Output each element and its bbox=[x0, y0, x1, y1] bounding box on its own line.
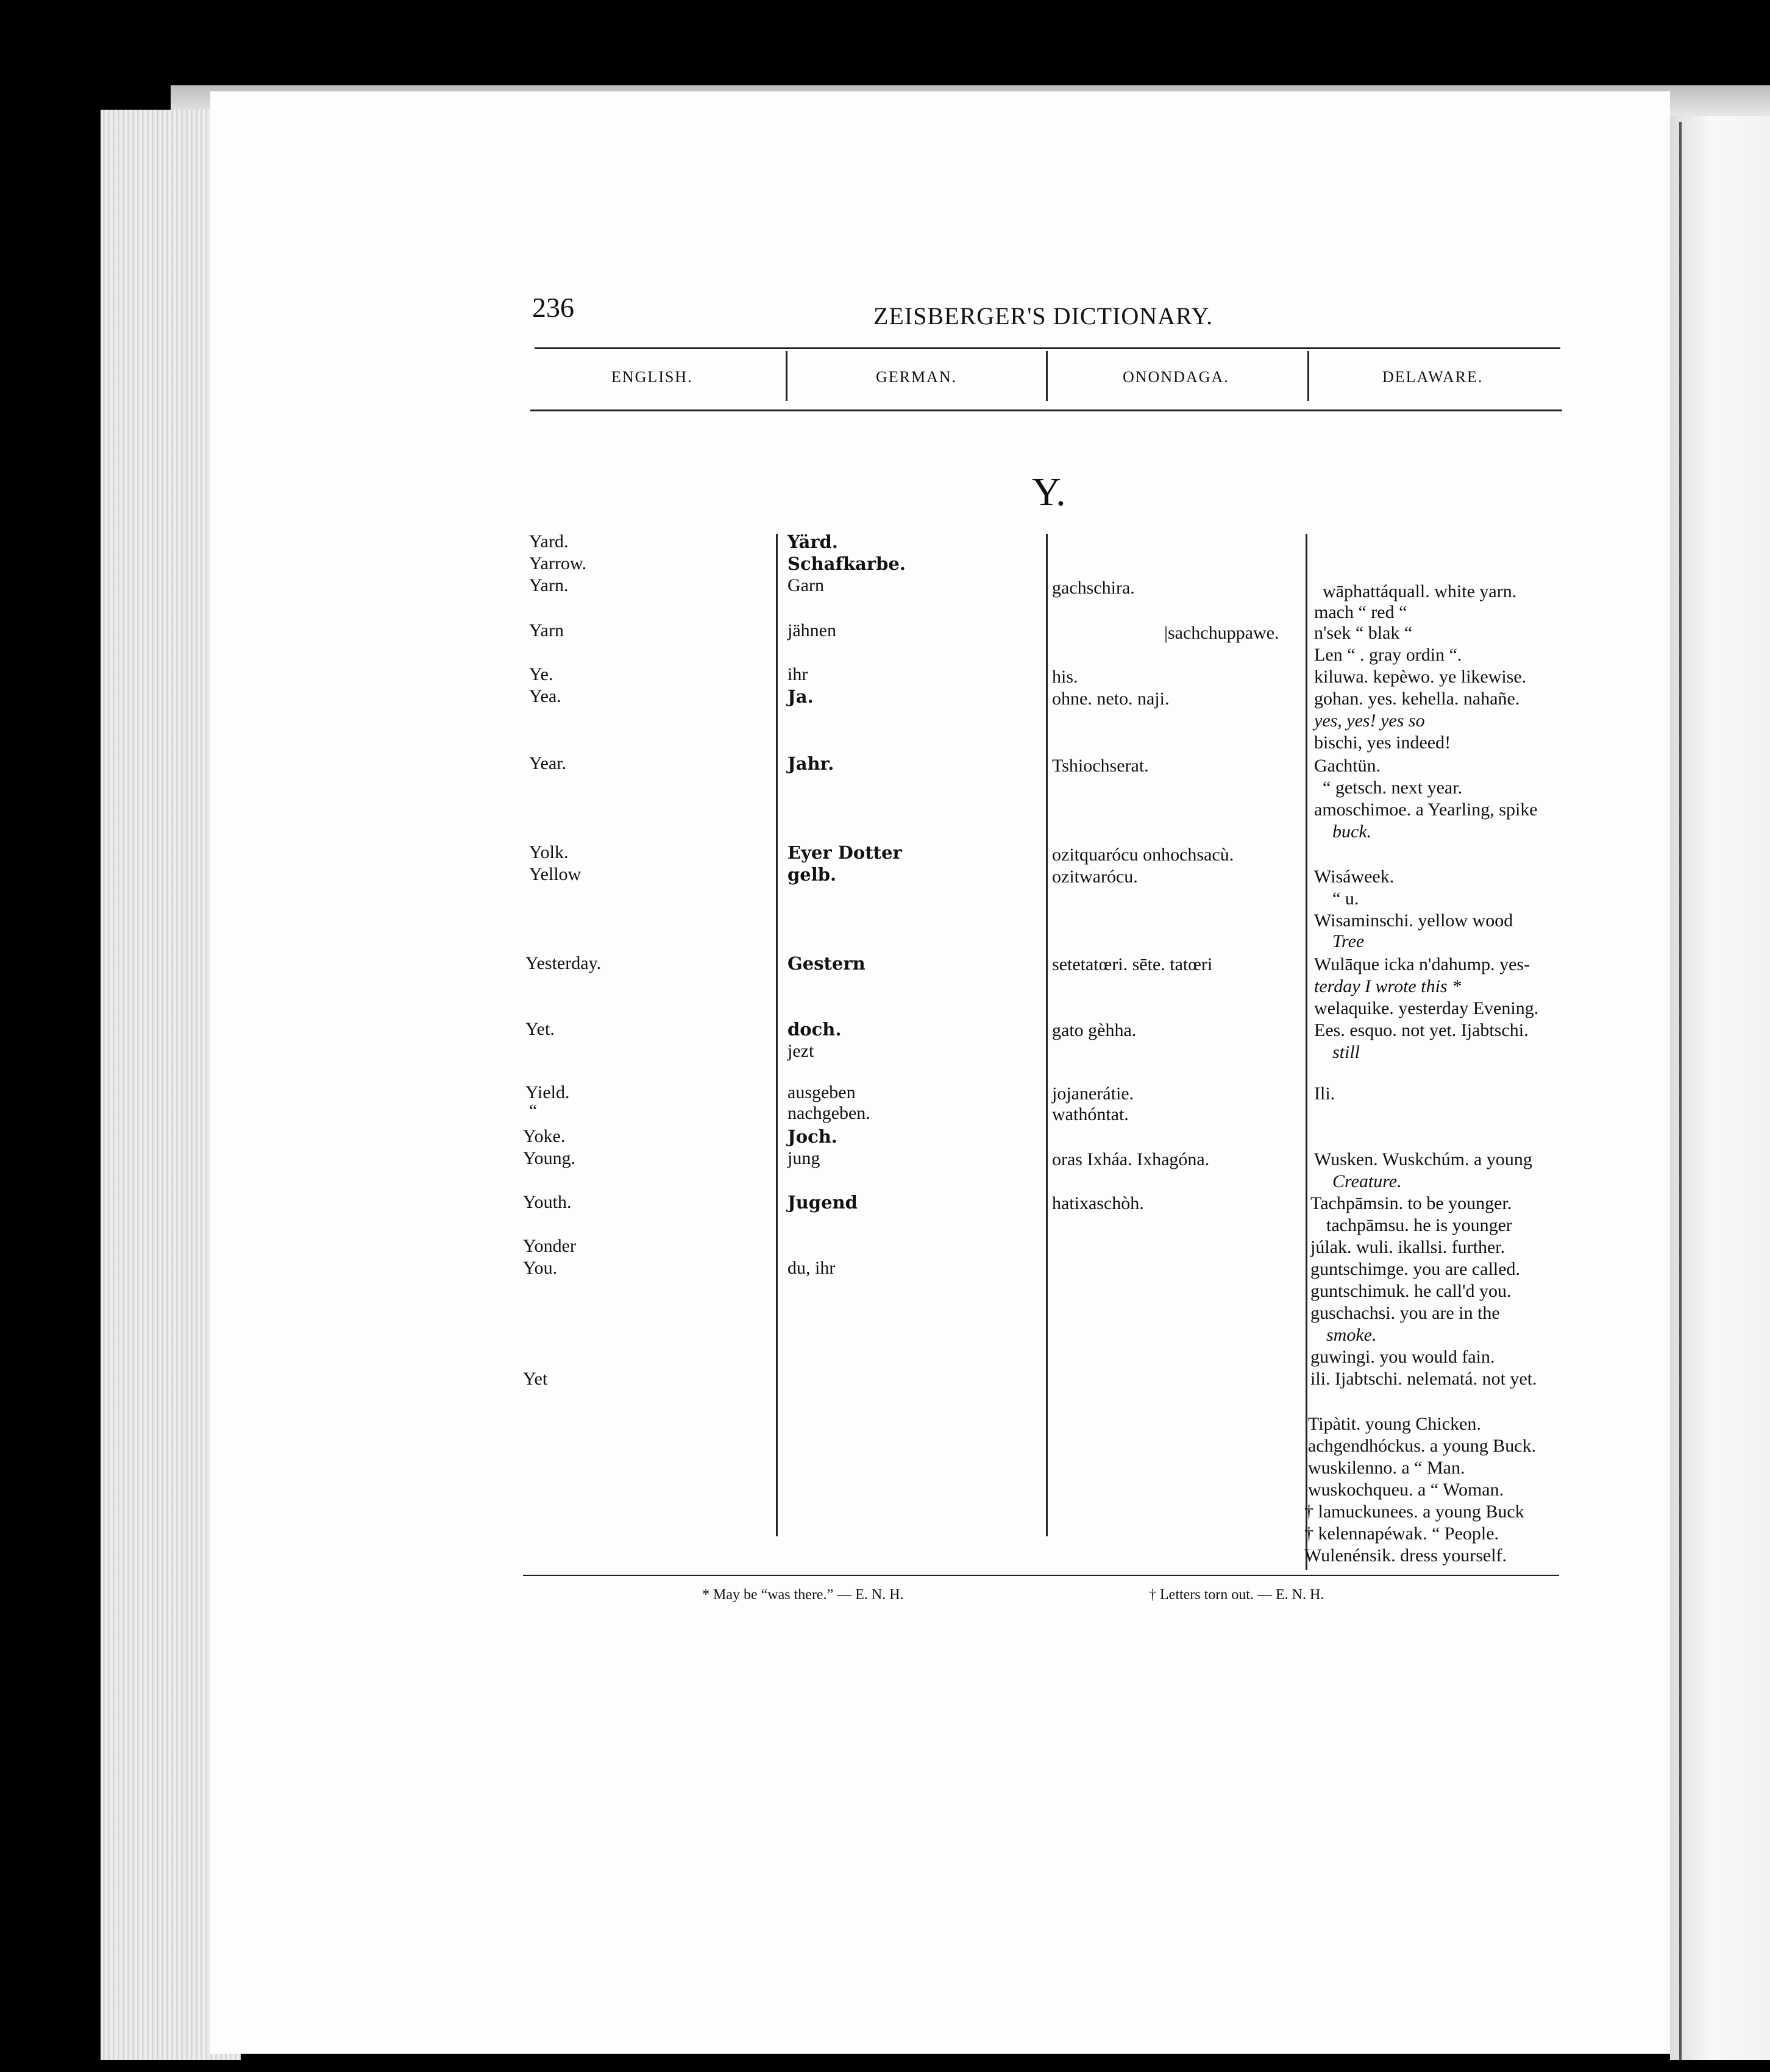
delaware-entry: wuskochqueu. a “ Woman. bbox=[1308, 1480, 1504, 1500]
german-entry: ausgeben bbox=[787, 1082, 856, 1102]
german-entry: Garn bbox=[787, 575, 824, 595]
body-divider-2 bbox=[1046, 534, 1048, 1536]
onondaga-entry: gato gèhha. bbox=[1052, 1020, 1137, 1040]
english-entry: Yield. bbox=[525, 1082, 570, 1102]
english-entry: Ye. bbox=[529, 664, 553, 684]
delaware-entry: Gachtün. bbox=[1314, 756, 1381, 776]
english-entry: Yarn. bbox=[529, 575, 569, 595]
delaware-entry: guschachsi. you are in the bbox=[1310, 1303, 1500, 1323]
german-entry: Eyer Dotter bbox=[787, 842, 902, 863]
delaware-entry: Ees. esquo. not yet. Ijabtschi. bbox=[1314, 1020, 1529, 1040]
delaware-entry: “ getsch. next year. bbox=[1323, 778, 1463, 798]
english-entry: Yarrow. bbox=[529, 553, 587, 573]
body-divider-1 bbox=[776, 534, 778, 1536]
delaware-entry: kiluwa. kepèwo. ye likewise. bbox=[1314, 667, 1527, 687]
german-entry: Jugend bbox=[787, 1192, 858, 1213]
delaware-entry: Wusken. Wuskchúm. a young bbox=[1314, 1149, 1532, 1169]
english-entry: Yet. bbox=[525, 1019, 555, 1039]
delaware-entry: terday I wrote this * bbox=[1314, 976, 1462, 996]
german-entry: gelb. bbox=[787, 864, 837, 885]
gutter-line bbox=[1679, 122, 1682, 2060]
delaware-entry: Creature. bbox=[1332, 1171, 1402, 1191]
delaware-entry: smoke. bbox=[1326, 1325, 1377, 1345]
german-entry: Gestern bbox=[787, 953, 865, 974]
german-entry: ihr bbox=[787, 664, 808, 684]
delaware-entry: amoschimoe. a Yearling, spike bbox=[1314, 800, 1538, 820]
delaware-entry: gohan. yes. kehella. nahañe. bbox=[1314, 689, 1520, 709]
english-entry: Young. bbox=[523, 1148, 576, 1168]
footnote-dagger: † Letters torn out. — E. N. H. bbox=[1149, 1587, 1324, 1603]
onondaga-entry: ozitwarócu. bbox=[1052, 867, 1138, 887]
delaware-entry: guntschimuk. he call'd you. bbox=[1310, 1281, 1512, 1301]
delaware-entry: wāphattáquall. white yarn. bbox=[1323, 581, 1517, 601]
header-divider-3 bbox=[1307, 351, 1309, 401]
german-entry: nachgeben. bbox=[787, 1103, 870, 1123]
english-entry: Yea. bbox=[529, 686, 561, 706]
delaware-entry: Wulāque icka n'dahump. yes- bbox=[1314, 954, 1530, 974]
german-entry: Yärd. bbox=[787, 531, 838, 552]
delaware-entry: Tipàtit. young Chicken. bbox=[1308, 1414, 1481, 1434]
delaware-entry: júlak. wuli. ikallsi. further. bbox=[1310, 1237, 1505, 1257]
german-entry: Jahr. bbox=[787, 753, 834, 774]
delaware-entry: wuskilenno. a “ Man. bbox=[1308, 1458, 1465, 1478]
delaware-entry: Wisáweek. bbox=[1314, 867, 1395, 887]
onondaga-entry: |sachchuppawe. bbox=[1164, 623, 1279, 643]
section-letter: Y. bbox=[1032, 470, 1066, 514]
delaware-entry: still bbox=[1332, 1042, 1360, 1062]
english-entry: Yard. bbox=[529, 531, 569, 552]
delaware-entry: tachpāmsu. he is younger bbox=[1326, 1215, 1512, 1235]
header-divider-2 bbox=[1046, 351, 1048, 401]
footnote-asterisk: * May be “was there.” — E. N. H. bbox=[702, 1587, 904, 1603]
delaware-entry: bischi, yes indeed! bbox=[1314, 733, 1451, 753]
onondaga-entry: jojanerátie. bbox=[1052, 1084, 1134, 1104]
delaware-entry: Len “ . gray ordin “. bbox=[1314, 645, 1462, 665]
column-header-english: ENGLISH. bbox=[611, 368, 693, 386]
english-entry: Year. bbox=[529, 753, 567, 773]
delaware-entry: ili. Ijabtschi. nelematá. not yet. bbox=[1310, 1369, 1537, 1389]
header-divider-1 bbox=[786, 351, 787, 401]
delaware-entry: welaquike. yesterday Evening. bbox=[1314, 998, 1539, 1018]
english-entry: You. bbox=[523, 1258, 558, 1278]
delaware-entry: Tree bbox=[1332, 931, 1365, 951]
german-entry: Joch. bbox=[787, 1126, 837, 1147]
english-entry: Yarn bbox=[529, 620, 564, 640]
delaware-entry: Wisaminschi. yellow wood bbox=[1314, 910, 1513, 931]
onondaga-entry: wathóntat. bbox=[1052, 1104, 1129, 1124]
onondaga-entry: Tshiochserat. bbox=[1052, 756, 1149, 776]
page-title: ZEISBERGER'S DICTIONARY. bbox=[873, 302, 1214, 330]
onondaga-entry: oras Ixháa. Ixhagóna. bbox=[1052, 1149, 1210, 1169]
delaware-entry: guntschimge. you are called. bbox=[1310, 1259, 1521, 1279]
delaware-entry: Ili. bbox=[1314, 1084, 1335, 1104]
german-entry: jezt bbox=[787, 1041, 814, 1061]
delaware-entry: Wulenénsik. dress yourself. bbox=[1304, 1545, 1507, 1566]
english-entry: Yesterday. bbox=[525, 953, 602, 973]
english-entry: Yonder bbox=[523, 1236, 576, 1256]
delaware-entry: “ u. bbox=[1332, 889, 1359, 909]
onondaga-entry: ohne. neto. naji. bbox=[1052, 689, 1170, 709]
english-entry: “ bbox=[529, 1101, 538, 1121]
english-entry: Yoke. bbox=[523, 1126, 566, 1146]
english-entry: Yellow bbox=[529, 864, 581, 884]
german-entry: jähnen bbox=[787, 620, 836, 640]
column-header-onondaga: ONONDAGA. bbox=[1123, 368, 1229, 386]
facing-page-edge bbox=[1670, 116, 1770, 2060]
column-header-delaware: DELAWARE. bbox=[1382, 368, 1484, 386]
delaware-entry: † lamuckunees. a young Buck bbox=[1304, 1502, 1524, 1522]
footer-rule bbox=[523, 1575, 1559, 1576]
german-entry: Ja. bbox=[787, 686, 814, 707]
delaware-entry: guwingi. you would fain. bbox=[1310, 1347, 1495, 1367]
delaware-entry: † kelennapéwak. “ People. bbox=[1304, 1524, 1499, 1544]
onondaga-entry: setetatœri. sēte. tatœri bbox=[1052, 954, 1213, 974]
column-header-german: GERMAN. bbox=[876, 368, 958, 386]
delaware-entry: buck. bbox=[1332, 821, 1372, 842]
delaware-entry: n'sek “ blak “ bbox=[1314, 623, 1413, 643]
header-rule-top bbox=[535, 347, 1560, 349]
german-entry: du, ihr bbox=[787, 1258, 836, 1278]
onondaga-entry: his. bbox=[1052, 667, 1078, 687]
german-entry: Schafkarbe. bbox=[787, 553, 906, 574]
header-rule-bottom bbox=[530, 410, 1562, 411]
delaware-entry: yes, yes! yes so bbox=[1314, 711, 1425, 731]
delaware-entry: Tachpāmsin. to be younger. bbox=[1310, 1193, 1512, 1213]
english-entry: Yet bbox=[523, 1369, 548, 1389]
page-number: 236 bbox=[532, 292, 574, 323]
body-divider-3 bbox=[1306, 534, 1307, 1570]
onondaga-entry: ozitquarócu onhochsacù. bbox=[1052, 845, 1234, 865]
delaware-entry: achgendhóckus. a young Buck. bbox=[1308, 1436, 1537, 1456]
german-entry: doch. bbox=[787, 1019, 842, 1040]
delaware-entry: mach “ red “ bbox=[1314, 602, 1407, 622]
english-entry: Youth. bbox=[523, 1192, 572, 1212]
english-entry: Yolk. bbox=[529, 842, 569, 862]
german-entry: jung bbox=[787, 1148, 820, 1168]
onondaga-entry: hatixaschòh. bbox=[1052, 1193, 1144, 1213]
onondaga-entry: gachschira. bbox=[1052, 578, 1135, 598]
